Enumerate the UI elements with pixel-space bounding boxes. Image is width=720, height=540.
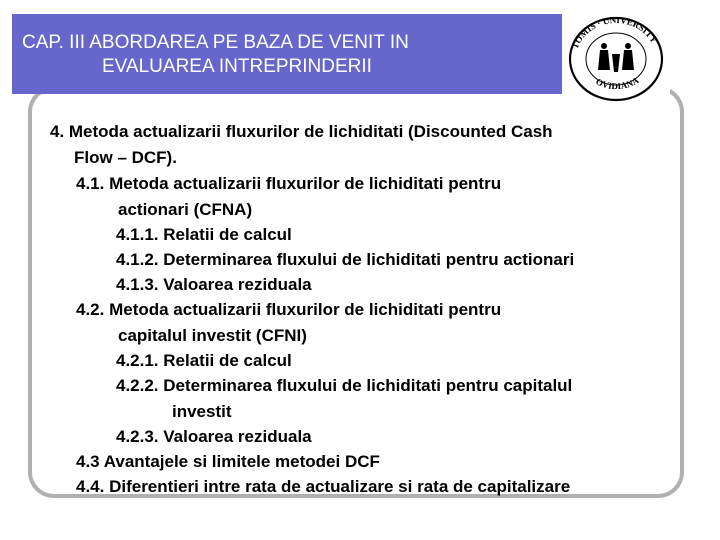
seal-text-bottom: OVIDIANA bbox=[594, 75, 641, 92]
slide-title-line-2: EVALUAREA INTREPRINDERII bbox=[102, 56, 372, 77]
toc-line: 4.3 Avantajele si limitele metodei DCF bbox=[76, 452, 380, 471]
university-seal-logo bbox=[566, 14, 666, 104]
toc-line: 4.2.1. Relatii de calcul bbox=[116, 351, 292, 370]
toc-line: 4.4. Diferentieri intre rata de actualizare si rata de capitalizare bbox=[76, 477, 571, 496]
toc-line: 4. Metoda actualizarii fluxurilor de lichiditati (Discounted Cash bbox=[50, 122, 553, 141]
toc-line: actionari (CFNA) bbox=[118, 200, 253, 219]
seal-text-top: TOMIS · UNIVERSITY bbox=[569, 14, 660, 51]
toc-line: 4.2.3. Valoarea reziduala bbox=[116, 427, 312, 446]
toc-line: capitalul investit (CFNI) bbox=[118, 326, 307, 345]
toc-line: 4.2.2. Determinarea fluxului de lichiditati pentru capitalul bbox=[116, 376, 573, 395]
slide-title-line-1: CAP. III ABORDAREA PE BAZA DE VENIT IN bbox=[22, 32, 409, 53]
toc-line: 4.1.2. Determinarea fluxului de lichiditati pentru actionari bbox=[116, 250, 575, 269]
toc-line: 4.1. Metoda actualizarii fluxurilor de lichiditati pentru bbox=[76, 174, 502, 193]
toc-line: Flow – DCF). bbox=[74, 148, 177, 167]
toc-line: 4.1.1. Relatii de calcul bbox=[116, 225, 292, 244]
toc-line: investit bbox=[172, 402, 232, 421]
toc-line: 4.2. Metoda actualizarii fluxurilor de lichiditati pentru bbox=[76, 300, 502, 319]
toc-line: 4.1.3. Valoarea reziduala bbox=[116, 275, 312, 294]
